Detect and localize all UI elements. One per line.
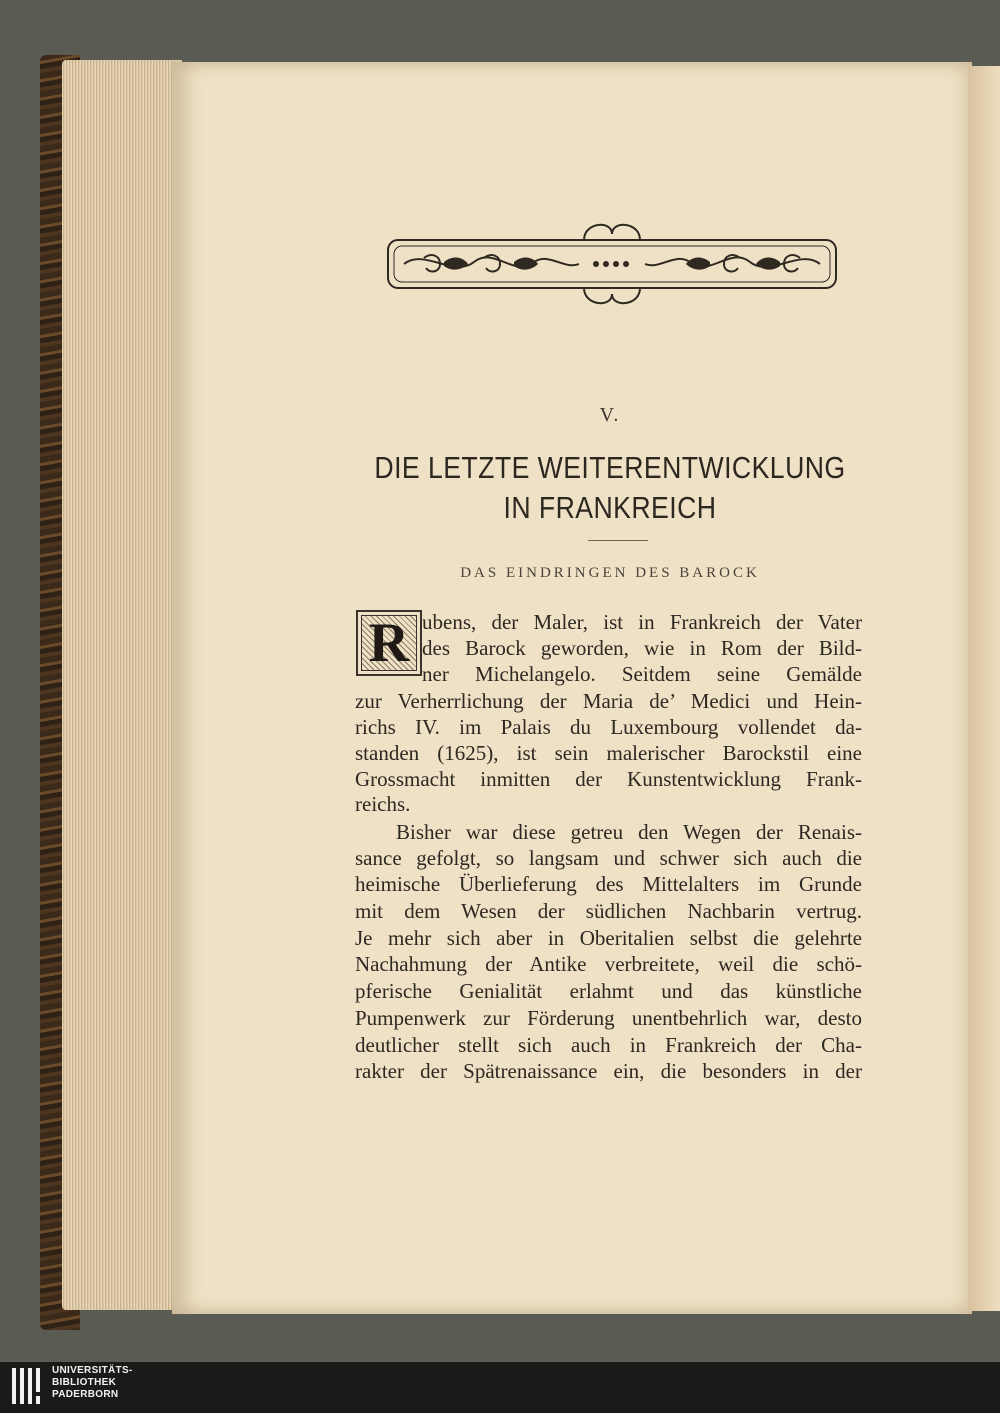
body-line: sance gefolgt, so langsam und schwer sich auch die bbox=[355, 846, 862, 870]
chapter-title-line-2: IN FRANKREICH bbox=[503, 490, 717, 525]
body-line: pferische Genialität erlahmt und das künstliche bbox=[355, 979, 862, 1003]
body-line: rakter der Spätrenaissance ein, die besonders in der bbox=[355, 1059, 862, 1083]
drop-cap-letter: R bbox=[368, 612, 410, 674]
body-line: ner Michelangelo. Seitdem seine Gemälde bbox=[422, 662, 862, 686]
drop-cap bbox=[356, 610, 422, 676]
body-line: des Barock geworden, wie in Rom der Bild- bbox=[422, 636, 862, 660]
library-name-line-2: BIBLIOTHEK bbox=[52, 1377, 117, 1388]
body-line: zur Verherrlichung der Maria de’ Medici und Hein- bbox=[355, 689, 862, 713]
university-library-logo-icon[interactable] bbox=[10, 1366, 46, 1406]
body-line: reichs. bbox=[355, 792, 411, 816]
body-line: richs IV. im Palais du Luxembourg vollendet da- bbox=[355, 715, 862, 739]
body-line: Bisher war diese getreu den Wegen der Renais- bbox=[396, 820, 862, 844]
body-line: deutlicher stellt sich auch in Frankreich der Cha- bbox=[355, 1033, 862, 1057]
facing-page-edge bbox=[968, 66, 1000, 1311]
ornamental-header-icon bbox=[384, 218, 840, 310]
section-heading: DAS EINDRINGEN DES BAROCK bbox=[460, 565, 760, 581]
chapter-title-line-1: DIE LETZTE WEITERENTWICKLUNG bbox=[374, 450, 846, 485]
page-stack-edges bbox=[62, 60, 182, 1310]
library-name-line-3: PADERBORN bbox=[52, 1389, 119, 1400]
body-line: ubens, der Maler, ist in Frankreich der Vater bbox=[422, 610, 862, 634]
body-line: Pumpenwerk zur Förderung unentbehrlich war, desto bbox=[355, 1006, 862, 1030]
body-line: Grossmacht inmitten der Kunstentwicklung Frank- bbox=[355, 767, 862, 791]
chapter-number: V. bbox=[599, 404, 621, 426]
body-line: heimische Überlieferung des Mittelalters im Grunde bbox=[355, 872, 862, 896]
library-footer bbox=[0, 1362, 1000, 1413]
library-name-line-1: UNIVERSITÄTS- bbox=[52, 1365, 133, 1376]
body-line: mit dem Wesen der südlichen Nachbarin vertrug. bbox=[355, 899, 862, 923]
body-line: standen (1625), ist sein malerischer Barockstil eine bbox=[355, 741, 862, 765]
body-line: Je mehr sich aber in Oberitalien selbst die gelehrte bbox=[355, 926, 862, 950]
title-divider bbox=[588, 540, 648, 541]
body-line: Nachahmung der Antike verbreitete, weil die schö- bbox=[355, 952, 862, 976]
